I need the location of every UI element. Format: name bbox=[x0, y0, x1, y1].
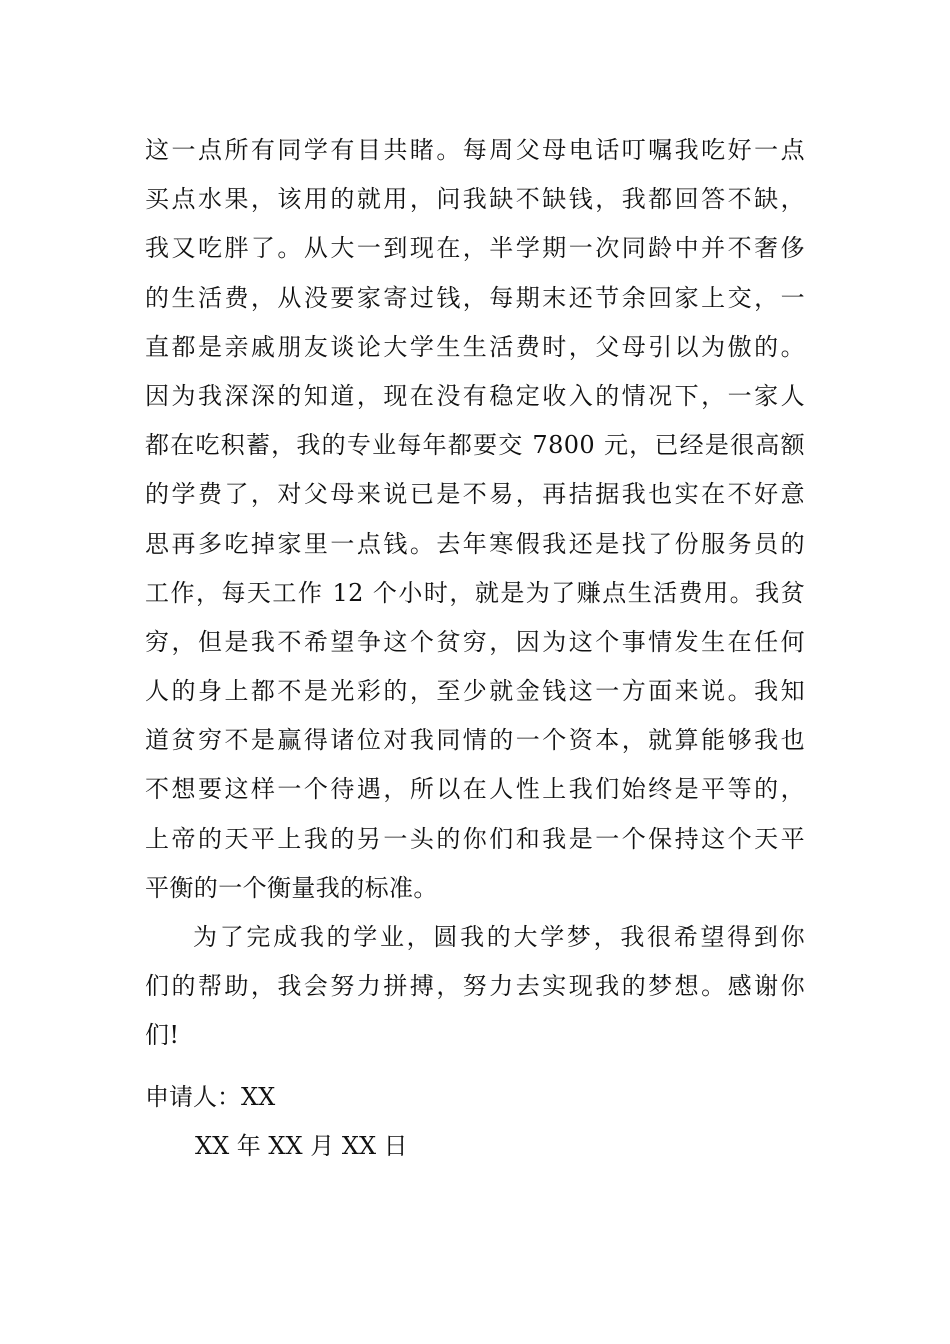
text-line: 直都是亲戚朋友谈论大学生生活费时，父母引以为傲的。 bbox=[145, 332, 805, 361]
text-line: 的学费了，对父母来说已是不易，再拮据我也实在不好意 bbox=[145, 480, 805, 509]
applicant-signature: 申请人：XX bbox=[145, 1083, 276, 1111]
paragraph-1 bbox=[145, 126, 805, 913]
text-line: 平衡的一个衡量我的标准。 bbox=[145, 873, 438, 902]
paragraph-2 bbox=[145, 913, 805, 1061]
letter-body bbox=[145, 126, 805, 1061]
text-line: 人的身上都不是光彩的，至少就金钱这一方面来说。我知 bbox=[145, 677, 805, 706]
text-line: 因为我深深的知道，现在没有稳定收入的情况下，一家人 bbox=[145, 381, 805, 410]
text-line: 们! bbox=[145, 1021, 180, 1050]
text-line: 思再多吃掉家里一点钱。去年寒假我还是找了份服务员的 bbox=[145, 529, 805, 558]
text-line: 为了完成我的学业，圆我的大学梦，我很希望得到你 bbox=[193, 923, 805, 951]
text-line: 工作，每天工作 12 个小时，就是为了赚点生活费用。我贫 bbox=[145, 578, 805, 607]
text-line: 穷，但是我不希望争这个贫穷，因为这个事情发生在任何 bbox=[145, 627, 805, 656]
text-line: 的生活费，从没要家寄过钱，每期末还节余回家上交，一 bbox=[145, 283, 805, 312]
text-line: 道贫穷不是赢得诸位对我同情的一个资本，就算能够我也 bbox=[145, 726, 805, 755]
text-line: 这一点所有同学有目共睹。每周父母电话叮嘱我吃好一点 bbox=[145, 136, 805, 164]
text-line: 上帝的天平上我的另一头的你们和我是一个保持这个天平 bbox=[145, 824, 805, 853]
text-line: 买点水果，该用的就用，问我缺不缺钱，我都回答不缺， bbox=[145, 185, 805, 214]
text-line: 不想要这样一个待遇，所以在人性上我们始终是平等的， bbox=[145, 775, 805, 804]
text-line: 们的帮助，我会努力拼搏，努力去实现我的梦想。感谢你 bbox=[145, 972, 805, 1001]
signature-date: XX 年 XX 月 XX 日 bbox=[195, 1132, 408, 1160]
text-line: 都在吃积蓄，我的专业每年都要交 7800 元，已经是很高额 bbox=[145, 431, 805, 460]
text-line: 我又吃胖了。从大一到现在，半学期一次同龄中并不奢侈 bbox=[145, 234, 805, 263]
